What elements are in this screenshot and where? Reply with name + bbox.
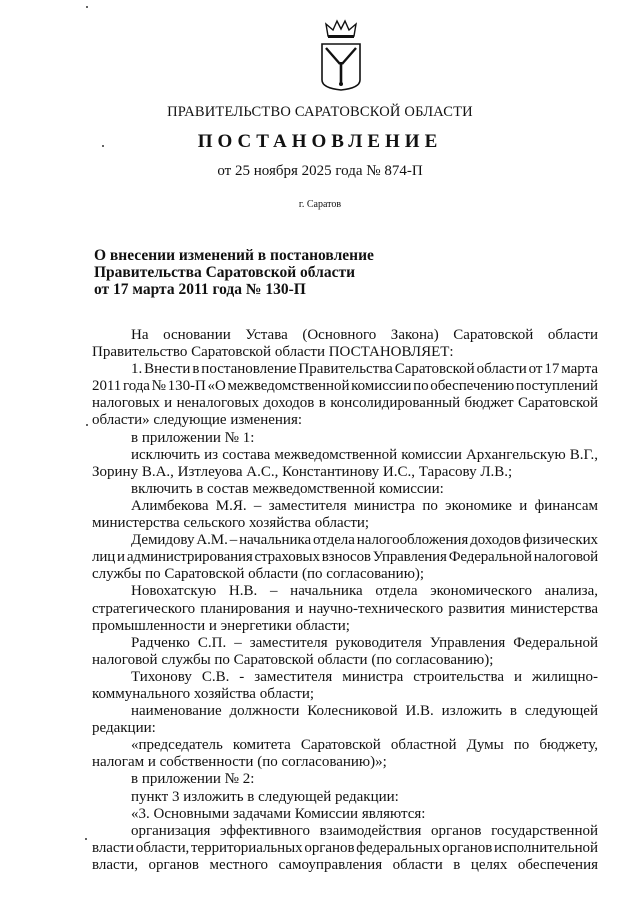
decree-title bbox=[94, 248, 374, 298]
body-line: «председатель комитета Саратовской областной Думы по бюджету, bbox=[131, 737, 598, 754]
body-line: налоговой службы по Саратовской области (по согласованию); bbox=[92, 651, 494, 668]
body-line: «3. Основными задачами Комиссии являются: bbox=[131, 805, 426, 822]
scan-speck bbox=[102, 145, 104, 147]
body-line: налоговых и неналоговых доходов в консолидированный бюджет Саратовской bbox=[92, 395, 598, 412]
body-line: лиц и администрирования страховых взносов Управления Федеральной налоговой bbox=[92, 549, 598, 566]
body-line: Демидову А.М. – начальника отдела налогообложения доходов физических bbox=[131, 532, 598, 549]
body-line: Зорину В.А., Изтлеуова А.С., Константинову И.С., Тарасову Л.В.; bbox=[92, 463, 513, 480]
body-line: наименование должности Колесниковой И.В. изложить в следующей bbox=[131, 703, 598, 720]
body-line: в приложении № 1: bbox=[131, 429, 255, 446]
body-line: организация эффективного взаимодействия органов государственной bbox=[131, 822, 598, 839]
body-line: Алимбекова М.Я. – заместителя министра по экономике и финансам bbox=[131, 497, 598, 514]
title-line: О внесении изменений в постановление bbox=[94, 247, 374, 264]
decree-body bbox=[92, 327, 598, 874]
body-line: 1. Внести в постановление Правительства Саратовской области от 17 марта bbox=[131, 361, 598, 378]
body-line: редакции: bbox=[92, 720, 156, 737]
document-type-heading: ПОСТАНОВЛЕНИЕ bbox=[197, 131, 443, 152]
body-line: власти, органов местного самоуправления области в целях обеспечения bbox=[92, 856, 598, 873]
title-line: от 17 марта 2011 года № 130-П bbox=[94, 280, 306, 298]
organization-name: ПРАВИТЕЛЬСТВО САРАТОВСКОЙ ОБЛАСТИ bbox=[167, 104, 473, 120]
body-line: промышленности и энергетики области; bbox=[92, 617, 350, 634]
body-line: в приложении № 2: bbox=[131, 771, 255, 788]
decree-date-number: от 25 ноября 2025 года № 874-П bbox=[217, 163, 423, 179]
body-line: стратегического планирования и научно-технического развития министерства bbox=[92, 600, 598, 617]
body-line: включить в состав межведомственной комиссии: bbox=[131, 480, 444, 497]
scan-speck bbox=[86, 6, 88, 8]
body-line: службы по Саратовской области (по согласованию); bbox=[92, 566, 425, 583]
city-label: г. Саратов bbox=[298, 199, 342, 210]
scan-speck bbox=[86, 424, 88, 426]
coat-of-arms-emblem bbox=[318, 18, 364, 92]
body-line: налогам и собственности (по согласованию)»; bbox=[92, 754, 387, 771]
body-line: пункт 3 изложить в следующей редакции: bbox=[131, 788, 399, 805]
body-line: области» следующие изменения: bbox=[92, 412, 303, 429]
body-line: На основании Устава (Основного Закона) Саратовской области bbox=[131, 327, 598, 343]
body-line: власти области, территориальных органов федеральных органов исполнительной bbox=[92, 839, 598, 856]
body-line: исключить из состава межведомственной комиссии Архангельскую В.Г., bbox=[131, 446, 598, 463]
body-line: Правительство Саратовской области ПОСТАНОВЛЯЕТ: bbox=[92, 344, 454, 361]
body-line: коммунального хозяйства области; bbox=[92, 685, 315, 702]
body-line: 2011 года № 130-П «О межведомственной комиссии по обеспечению поступлений bbox=[92, 378, 598, 395]
scan-speck bbox=[85, 838, 87, 840]
body-line: министерства сельского хозяйства области; bbox=[92, 515, 370, 532]
body-line: Радченко С.П. – заместителя руководителя Управления Федеральной bbox=[131, 634, 598, 651]
body-line: Тихонову С.В. - заместителя министра строительства и жилищно- bbox=[131, 668, 598, 685]
body-line: Новохатскую Н.В. – начальника отдела экономического анализа, bbox=[131, 583, 598, 600]
title-line: Правительства Саратовской области bbox=[94, 263, 355, 281]
